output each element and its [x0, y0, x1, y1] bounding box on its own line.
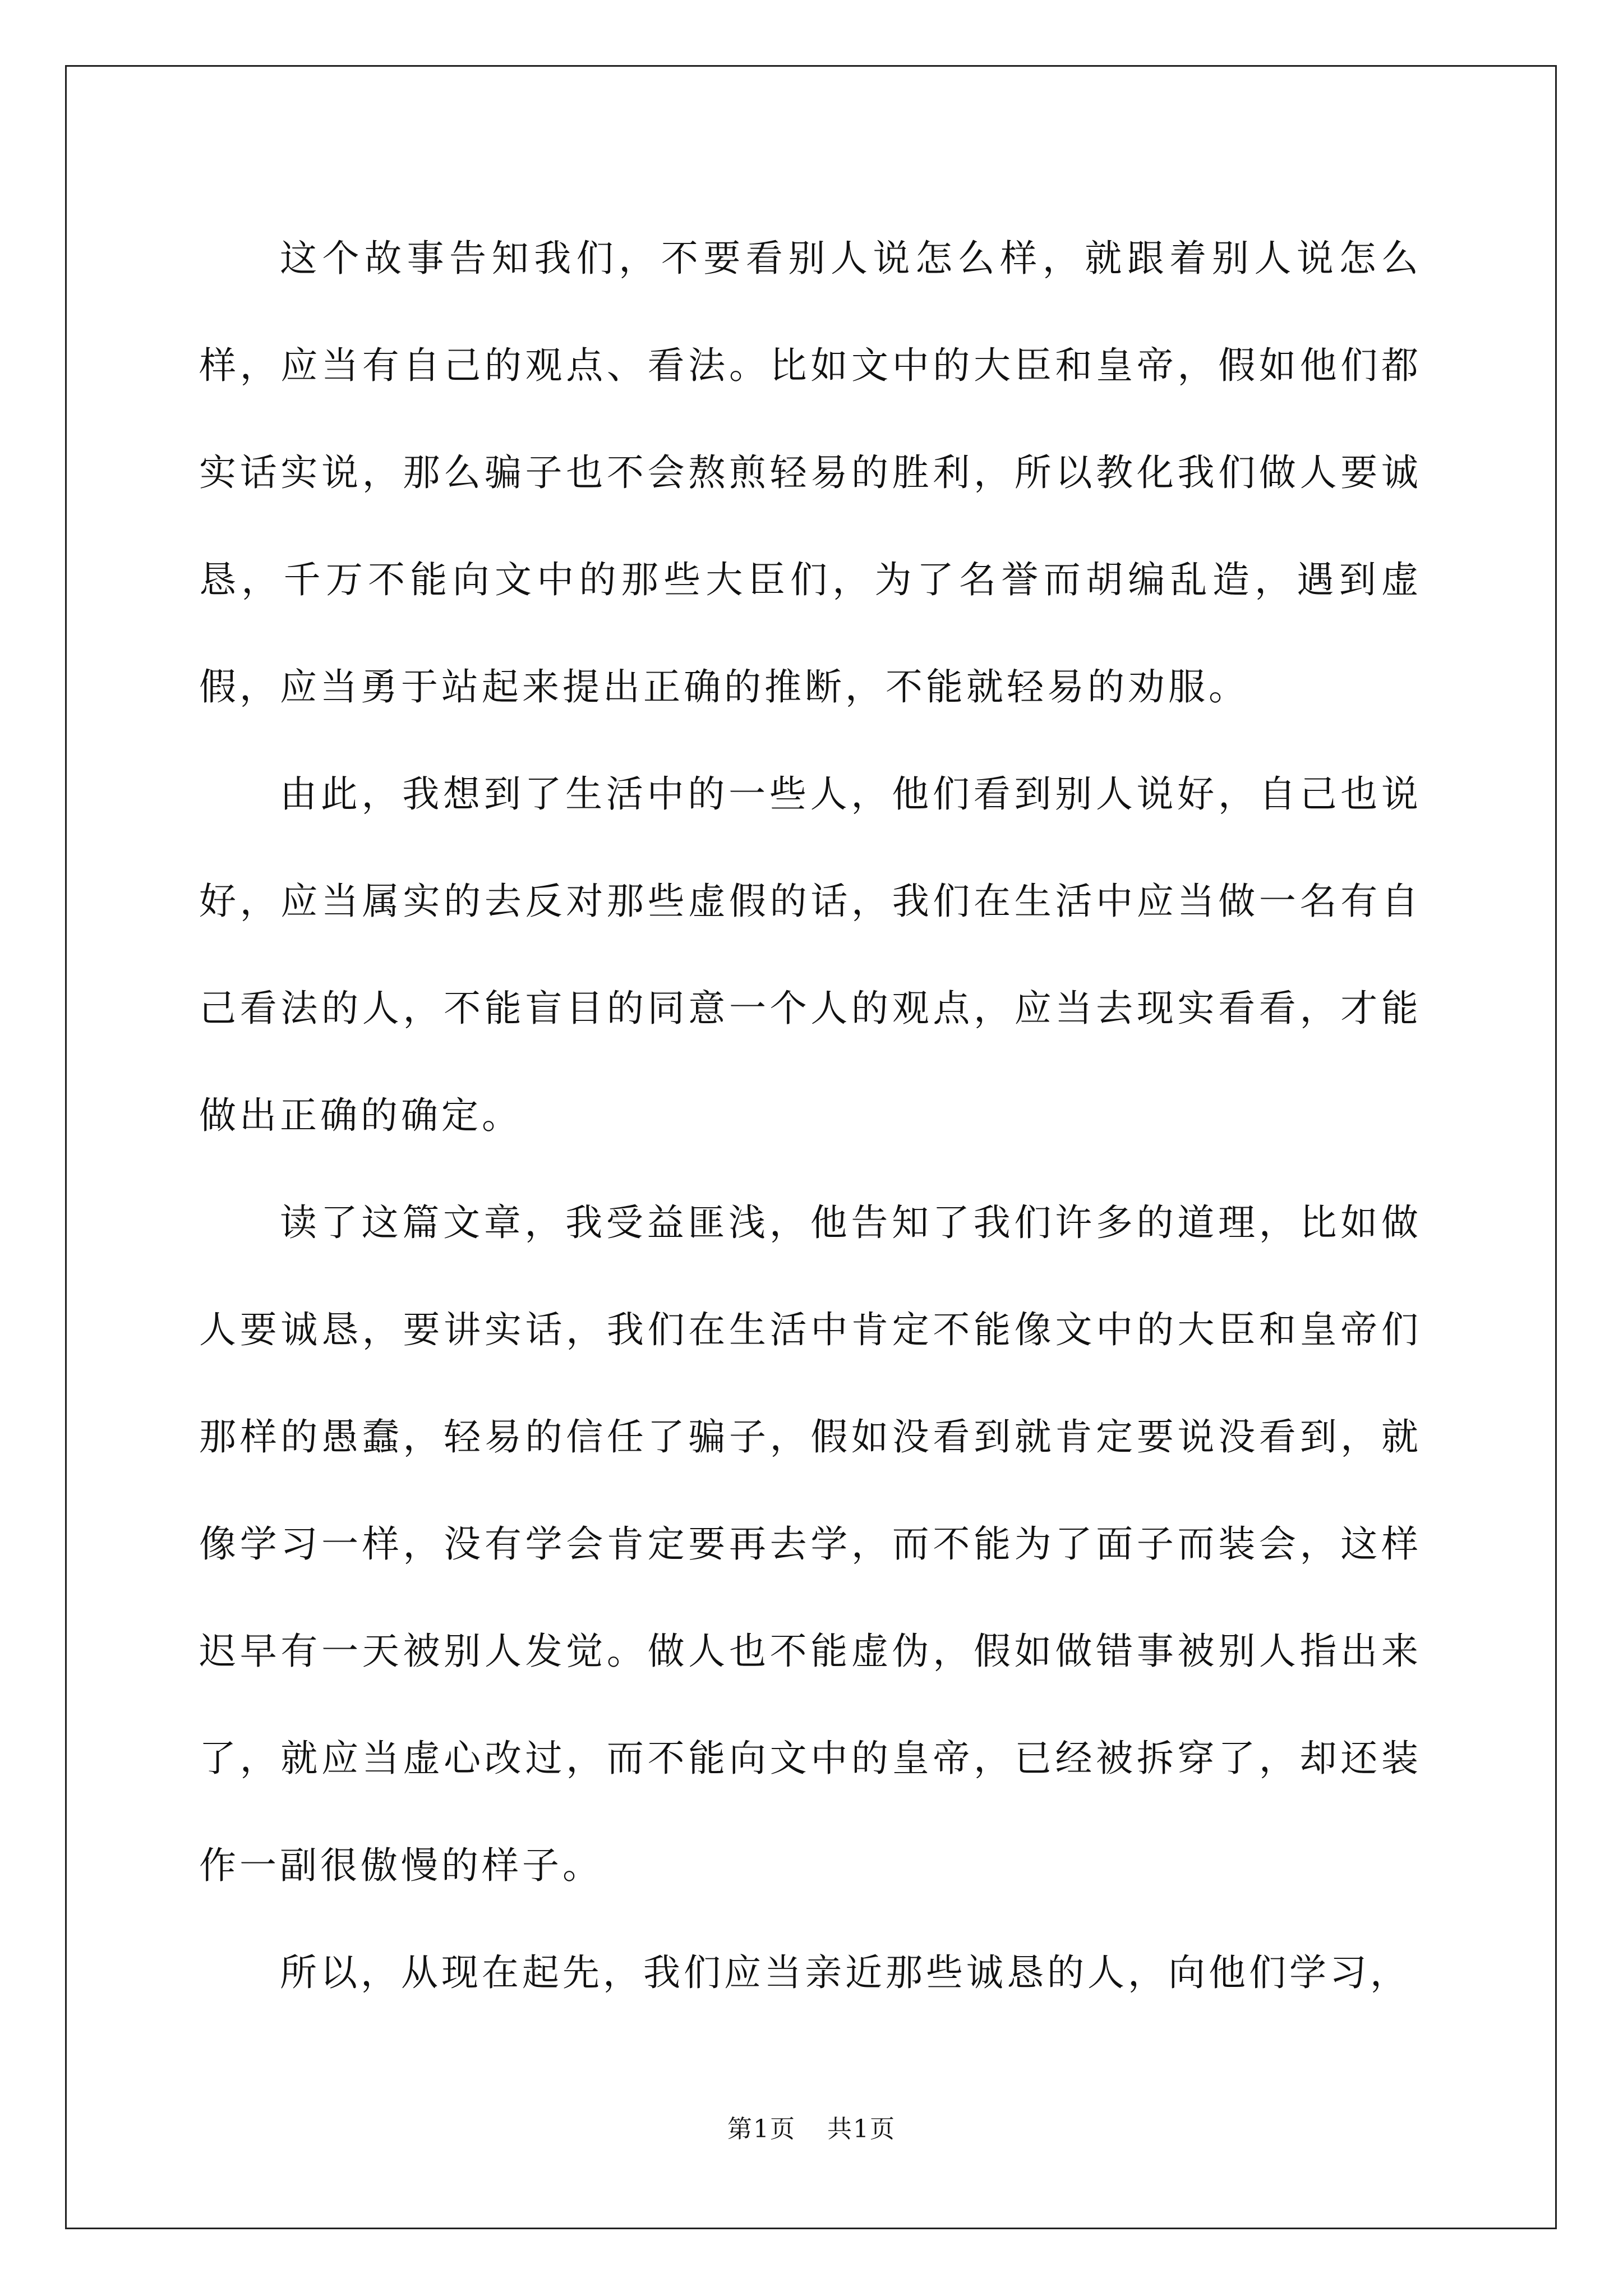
- page-footer: [0, 2114, 1623, 2145]
- paragraph-4: 所以，从现在起先，我们应当亲近那些诚恳的人，向他们学习，: [280, 1951, 1410, 1994]
- paragraph-2: 由此，我想到了生活中的一些人，他们看到别人说好，自己也说好，应当属实的去反对那些虚假的话，我们在生活中应当做一名有自己看法的人，不能盲目的同意一个人的观点，应当去现实看看，才能做出正确的确定。: [199, 772, 1422, 1137]
- document-body: [199, 205, 1422, 2026]
- page-total: 共1页: [827, 2115, 896, 2143]
- paragraph-1: 这个故事告知我们，不要看别人说怎么样，就跟着别人说怎么样，应当有自己的观点、看法。比如文中的大臣和皇帝，假如他们都实话实说，那么骗子也不会熬煎轻易的胜利，所以教化我们做人要诚恳，千万不能向文中的那些大臣们，为了名誉而胡编乱造，遇到虚假，应当勇于站起来提出正确的推断，不能就轻易的劝服。: [199, 237, 1422, 708]
- paragraph-3: 读了这篇文章，我受益匪浅，他告知了我们许多的道理，比如做人要诚恳，要讲实话，我们在生活中肯定不能像文中的大臣和皇帝们那样的愚蠢，轻易的信任了骗子，假如没看到就肯定要说没看到，就像学习一样，没有学会肯定要再去学，而不能为了面子而装会，这样迟早有一天被别人发觉。做人也不能虚伪，假如做错事被别人指出来了，就应当虚心改过，而不能向文中的皇帝，已经被拆穿了，却还装作一副很傲慢的样子。: [199, 1201, 1422, 1887]
- page-number: 第1页: [727, 2115, 796, 2143]
